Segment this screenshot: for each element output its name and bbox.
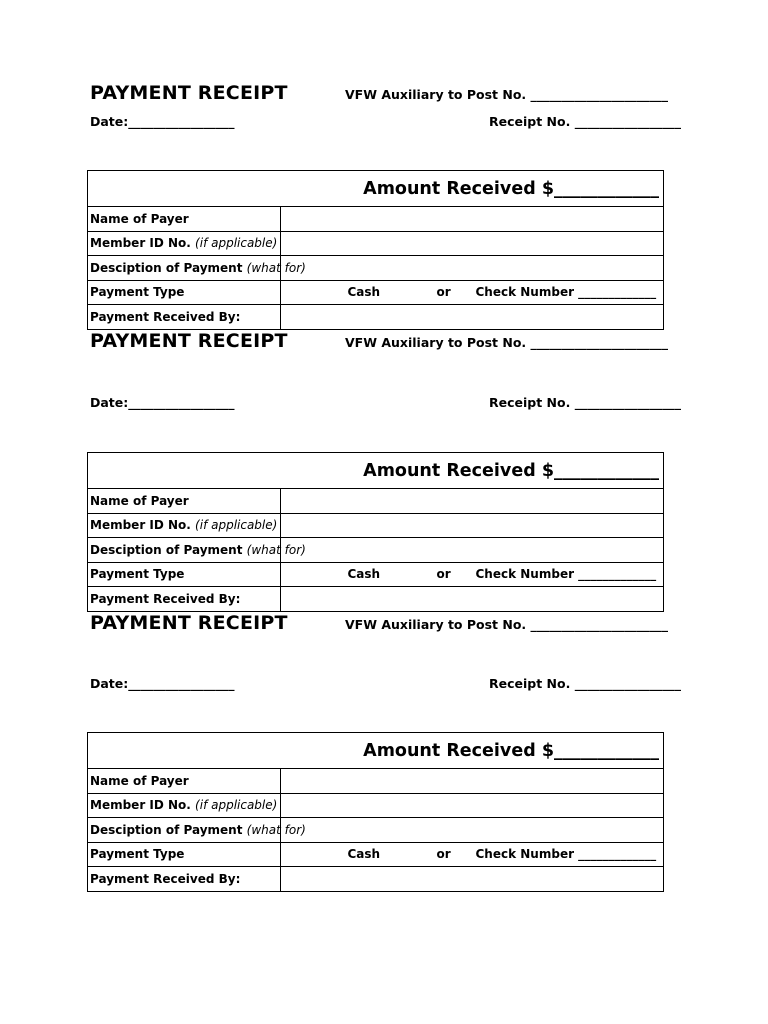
or-text: or: [436, 846, 451, 861]
description-input[interactable]: [280, 818, 664, 843]
amount-blank-cell: [88, 733, 281, 769]
description-note: (what for): [246, 822, 306, 837]
or-text: or: [436, 284, 451, 299]
payment-type-cell: [280, 842, 664, 867]
member-id-input[interactable]: [280, 231, 664, 256]
name-of-payer-label: Name of Payer: [88, 489, 281, 514]
payment-type-cell: [280, 562, 664, 587]
name-of-payer-input[interactable]: [280, 207, 664, 232]
member-id-note: (if applicable): [195, 798, 278, 813]
name-of-payer-label: Name of Payer: [88, 769, 281, 794]
description-label: Desciption of Payment (what for): [88, 538, 281, 563]
payment-type-label: Payment Type: [88, 842, 281, 867]
description-label: Desciption of Payment (what for): [88, 256, 281, 281]
cash-option[interactable]: Cash: [347, 566, 381, 581]
member-id-label: Member ID No. (if applicable): [88, 231, 281, 256]
post-number-field[interactable]: VFW Auxiliary to Post No. ______________________: [345, 617, 669, 632]
receipt-title: PAYMENT RECEIPT: [90, 330, 288, 352]
cash-option[interactable]: Cash: [347, 284, 381, 299]
payment-type-label: Payment Type: [88, 562, 281, 587]
name-of-payer-input[interactable]: [280, 489, 664, 514]
post-number-field[interactable]: VFW Auxiliary to Post No. ______________________: [345, 335, 669, 350]
receipt-number-field[interactable]: Receipt No. _________________: [489, 676, 681, 691]
payment-table: [87, 452, 664, 612]
check-number-field[interactable]: Check Number _____________: [475, 566, 657, 581]
description-label: Desciption of Payment (what for): [88, 818, 281, 843]
name-of-payer-input[interactable]: [280, 769, 664, 794]
member-id-input[interactable]: [280, 793, 664, 818]
post-number-field[interactable]: VFW Auxiliary to Post No. ______________________: [345, 87, 669, 102]
description-input[interactable]: [280, 256, 664, 281]
received-by-input[interactable]: [280, 587, 664, 612]
receipt-title: PAYMENT RECEIPT: [90, 612, 288, 634]
payment-table: [87, 732, 664, 892]
amount-received-field[interactable]: Amount Received $____________: [280, 733, 664, 769]
description-note: (what for): [246, 260, 306, 275]
date-field[interactable]: Date:_________________: [90, 395, 235, 410]
check-number-field[interactable]: Check Number _____________: [475, 846, 657, 861]
amount-received-field[interactable]: Amount Received $____________: [280, 453, 664, 489]
amount-blank-cell: [88, 171, 281, 207]
receipt-number-field[interactable]: Receipt No. _________________: [489, 114, 681, 129]
date-field[interactable]: Date:_________________: [90, 676, 235, 691]
member-id-note: (if applicable): [195, 236, 278, 251]
received-by-input[interactable]: [280, 867, 664, 892]
receipt-number-field[interactable]: Receipt No. _________________: [489, 395, 681, 410]
payment-table: [87, 170, 664, 330]
member-id-label: Member ID No. (if applicable): [88, 793, 281, 818]
payment-type-cell: [280, 280, 664, 305]
member-id-input[interactable]: [280, 513, 664, 538]
received-by-label: Payment Received By:: [88, 587, 281, 612]
payment-type-label: Payment Type: [88, 280, 281, 305]
name-of-payer-label: Name of Payer: [88, 207, 281, 232]
received-by-label: Payment Received By:: [88, 305, 281, 330]
or-text: or: [436, 566, 451, 581]
received-by-input[interactable]: [280, 305, 664, 330]
amount-received-field[interactable]: Amount Received $____________: [280, 171, 664, 207]
member-id-label: Member ID No. (if applicable): [88, 513, 281, 538]
check-number-field[interactable]: Check Number _____________: [475, 284, 657, 299]
received-by-label: Payment Received By:: [88, 867, 281, 892]
description-note: (what for): [246, 542, 306, 557]
member-id-note: (if applicable): [195, 518, 278, 533]
receipt-title: PAYMENT RECEIPT: [90, 82, 288, 104]
description-input[interactable]: [280, 538, 664, 563]
cash-option[interactable]: Cash: [347, 846, 381, 861]
date-field[interactable]: Date:_________________: [90, 114, 235, 129]
amount-blank-cell: [88, 453, 281, 489]
